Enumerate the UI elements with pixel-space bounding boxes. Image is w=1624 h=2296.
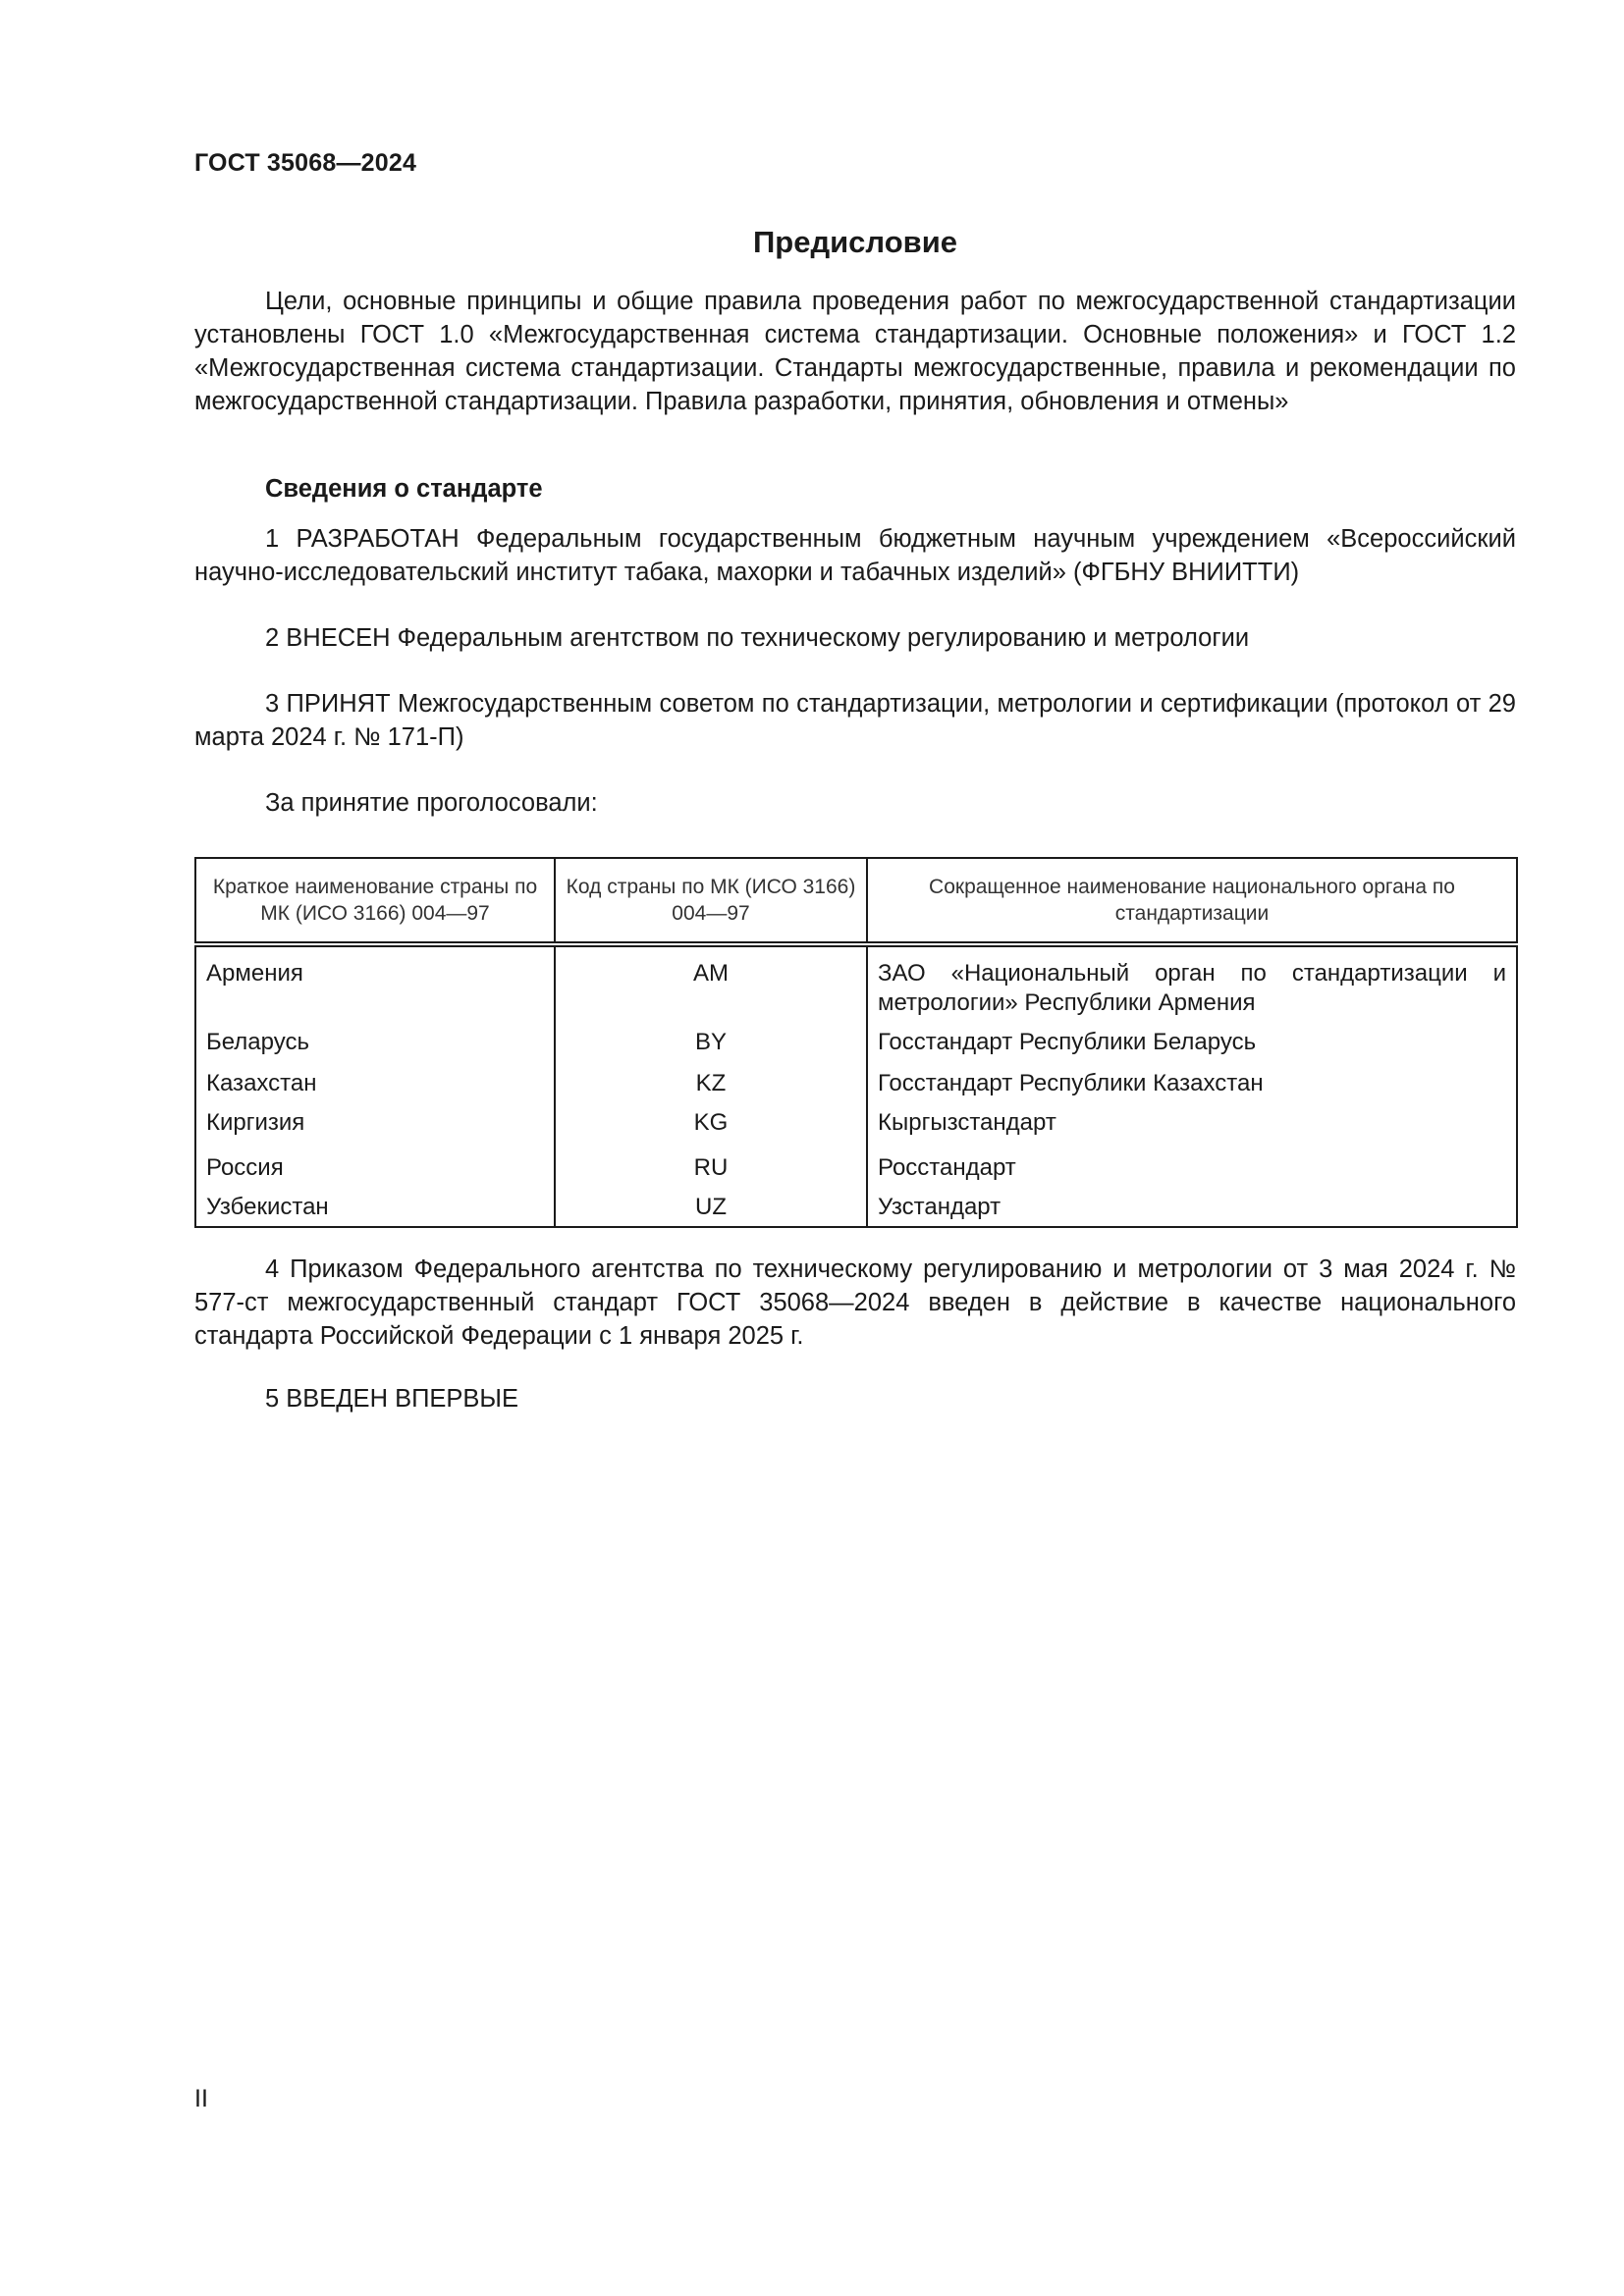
header-country-name: Краткое наименование страны по МК (ИСО 3166) 004—97 xyxy=(195,858,555,944)
table-header-row xyxy=(195,858,1517,944)
preface-title: Предисловие xyxy=(752,225,957,259)
cell-national-body: Госстандарт Республики Беларусь xyxy=(878,1029,1257,1055)
table-row xyxy=(195,1138,1517,1183)
table-row xyxy=(195,1183,1517,1227)
preface-intro-paragraph: Цели, основные принципы и общие правила проведения работ по межгосударственной стандартизации установлены ГОСТ 1.0 «Межгосударственная система стандартизации. Основные положения» и ГОСТ 1.2 «Межгосударственная система стандартизации. Стандарты межгосударственные, правила и рекомендации по межгосударственной стандартизации. Правила разработки, принятия, обновления и отмены» xyxy=(194,288,1516,415)
item-introduced-first-time: 5 ВВЕДЕН ВПЕРВЫЕ xyxy=(265,1385,519,1413)
item-adopted-by: 3 ПРИНЯТ Межгосударственным советом по стандартизации, метрологии и сертификации (протокол от 29 марта 2024 г. № 171-П) xyxy=(194,690,1516,751)
document-page xyxy=(194,0,1516,2296)
voted-label: За принятие проголосовали: xyxy=(265,789,598,817)
header-national-body: Сокращенное наименование национального органа по стандартизации xyxy=(867,858,1517,944)
cell-code: UZ xyxy=(555,1183,867,1227)
cell-country: Киргизия xyxy=(195,1098,555,1138)
cell-country: Армения xyxy=(195,944,555,1018)
table-row xyxy=(195,1057,1517,1098)
table-row xyxy=(195,1098,1517,1138)
cell-code: BY xyxy=(555,1018,867,1057)
page-number: II xyxy=(194,2085,208,2112)
cell-code: AM xyxy=(555,944,867,1018)
header-country-code: Код страны по МК (ИСО 3166) 004—97 xyxy=(555,858,867,944)
cell-national-body: Госстандарт Республики Казахстан xyxy=(878,1070,1264,1096)
document-code: ГОСТ 35068—2024 xyxy=(194,149,417,177)
table-row xyxy=(195,944,1517,1018)
cell-code: KG xyxy=(555,1098,867,1138)
standard-info-heading: Сведения о стандарте xyxy=(265,475,543,503)
cell-country: Россия xyxy=(195,1138,555,1183)
voting-countries-table xyxy=(194,857,1518,1228)
cell-country: Беларусь xyxy=(195,1018,555,1057)
cell-country: Узбекистан xyxy=(195,1183,555,1227)
cell-country: Казахстан xyxy=(195,1057,555,1098)
item-enacted-by-order: 4 Приказом Федерального агентства по техническому регулированию и метрологии от 3 мая 2024 г. № 577-ст межгосударственный стандарт ГОСТ 35068—2024 введен в действие в качестве национального стандарта Российской Федерации с 1 января 2025 г. xyxy=(194,1255,1516,1350)
cell-code: RU xyxy=(555,1138,867,1183)
cell-national-body: ЗАО «Национальный орган по стандартизации и метрологии» Республики Армения xyxy=(878,960,1506,1016)
table-row xyxy=(195,1018,1517,1057)
cell-code: KZ xyxy=(555,1057,867,1098)
cell-national-body: Росстандарт xyxy=(878,1154,1016,1181)
item-developed-by: 1 РАЗРАБОТАН Федеральным государственным бюджетным научным учреждением «Всероссийский научно-исследовательский институт табака, махорки и табачных изделий» (ФГБНУ ВНИИТТИ) xyxy=(194,525,1516,586)
cell-national-body: Узстандарт xyxy=(878,1194,1001,1220)
item-submitted-by: 2 ВНЕСЕН Федеральным агентством по техническому регулированию и метрологии xyxy=(265,624,1250,652)
cell-national-body: Кыргызстандарт xyxy=(878,1109,1056,1136)
